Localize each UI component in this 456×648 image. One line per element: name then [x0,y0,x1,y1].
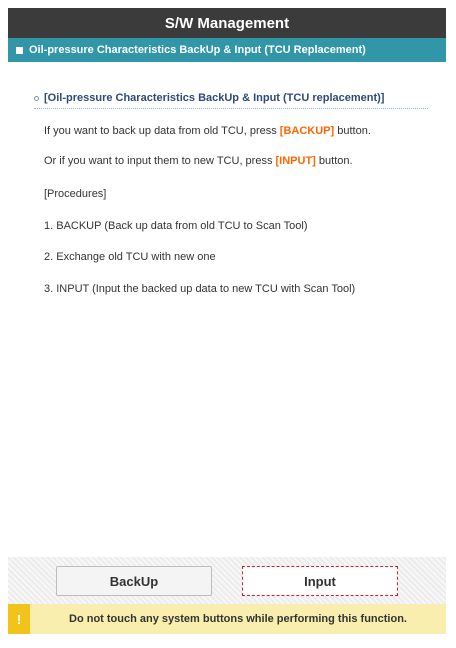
function-title: Oil-pressure Characteristics BackUp & Input (TCU Replacement) [29,44,366,56]
section-heading-text: [Oil-pressure Characteristics BackUp & Input (TCU replacement)] [44,92,385,104]
function-title-bar [8,38,446,62]
section-heading [34,92,428,109]
procedure-step-1: 1. BACKUP (Back up data from old TCU to Scan Tool) [44,220,308,232]
warning-icon: ! [8,604,30,634]
circle-bullet-icon [34,96,39,101]
warning-bar [8,604,446,634]
input-instruction-text: Or if you want to input them to new TCU, press [44,155,276,167]
input-keyword: [INPUT] [275,155,316,167]
procedures-label: [Procedures] [44,188,107,200]
input-button[interactable]: Input [242,566,398,596]
app-header [8,8,446,38]
backup-instruction-suffix: button. [334,125,371,137]
backup-instruction-text: If you want to back up data from old TCU, press [44,125,280,137]
app-title: S/W Management [164,14,290,32]
square-bullet-icon [16,47,23,54]
instruction-panel [8,62,446,557]
warning-text: Do not touch any system buttons while performing this function. [69,613,407,625]
input-instruction [44,155,353,167]
input-instruction-suffix: button. [315,155,353,167]
backup-instruction [44,125,371,137]
backup-button[interactable]: BackUp [56,566,212,596]
button-bar [8,557,446,604]
procedure-step-2: 2. Exchange old TCU with new one [44,251,216,263]
procedure-step-3: 3. INPUT (Input the backed up data to new TCU with Scan Tool) [44,283,356,295]
backup-keyword: [BACKUP] [279,125,335,137]
